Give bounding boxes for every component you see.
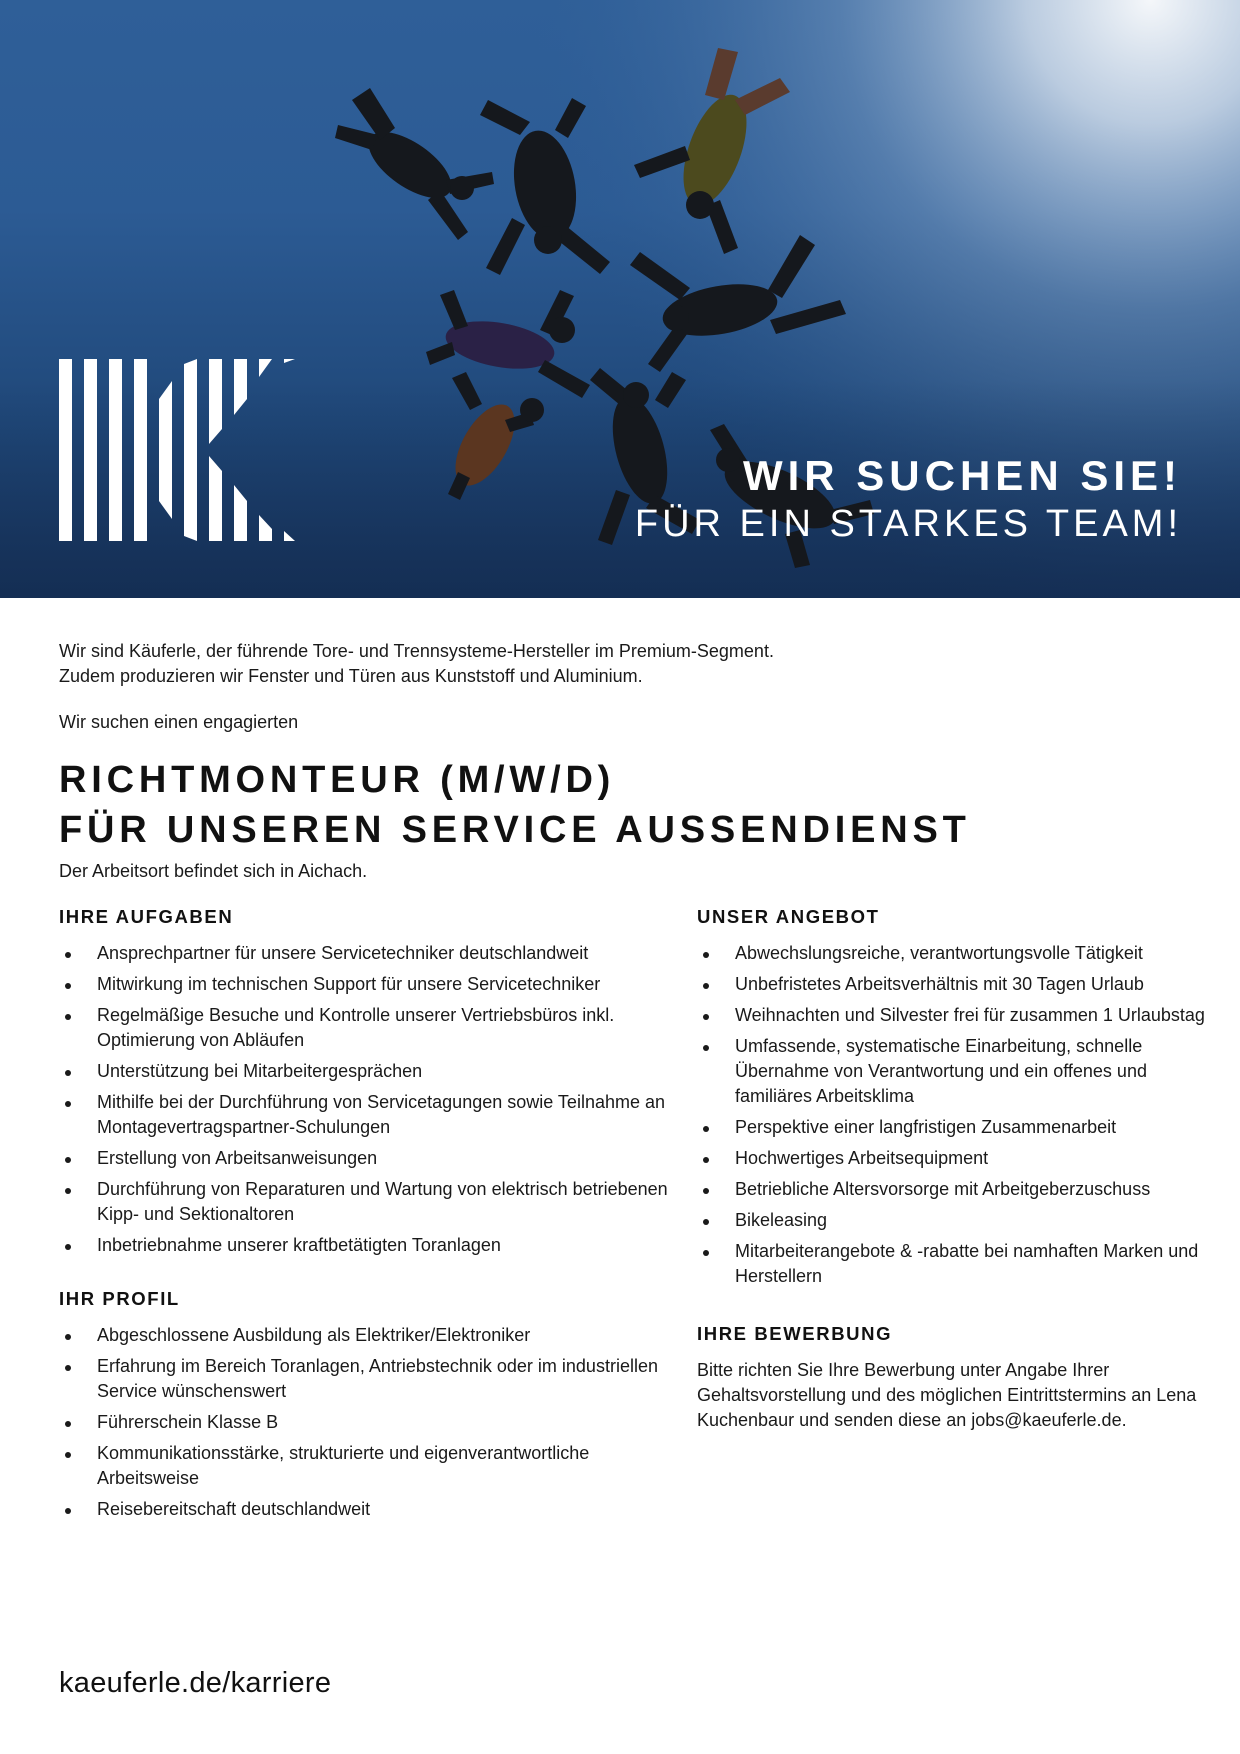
bullet-icon <box>703 1188 709 1194</box>
list-item-text: Umfassende, systematische Einarbeitung, schnelle Übernahme von Verantwortung und ein offenes und familiäres Arbeitsklima <box>735 1036 1147 1106</box>
list-item <box>59 941 679 966</box>
bullet-icon <box>65 1452 71 1458</box>
list-item-text: Führerschein Klasse B <box>97 1412 279 1432</box>
job-title-line-2: FÜR UNSEREN SERVICE AUSSENDIENST <box>59 809 971 851</box>
section-heading-bewerbung: IHRE BEWERBUNG <box>697 1323 893 1344</box>
list-item <box>697 1177 1217 1202</box>
list-item <box>697 1208 1217 1233</box>
job-title-line-1: RICHTMONTEUR (M/W/D) <box>59 759 616 801</box>
bullet-icon <box>703 1045 709 1051</box>
list-item-text: Kommunikationsstärke, strukturierte und eigenverantwortliche Arbeitsweise <box>97 1443 590 1488</box>
career-link[interactable]: kaeuferle.de/karriere <box>59 1667 332 1699</box>
bullet-icon <box>703 1126 709 1132</box>
list-item-text: Bikeleasing <box>735 1210 828 1230</box>
bullet-icon <box>65 1244 71 1250</box>
bullet-icon <box>65 1365 71 1371</box>
list-item-text: Hochwertiges Arbeitsequipment <box>735 1148 989 1168</box>
company-intro <box>59 639 1181 689</box>
list-item <box>59 1354 679 1404</box>
list-item <box>697 1034 1217 1109</box>
list-item <box>697 1003 1217 1028</box>
list-item-text: Betriebliche Altersvorsorge mit Arbeitgeberzuschuss <box>735 1179 1151 1199</box>
section-heading-angebot: UNSER ANGEBOT <box>697 906 880 927</box>
bullet-icon <box>703 1250 709 1256</box>
list-item <box>59 1059 679 1084</box>
list-item-text: Abgeschlossene Ausbildung als Elektriker/Elektroniker <box>97 1325 531 1345</box>
bullet-icon <box>703 983 709 989</box>
profil-list <box>59 1323 679 1522</box>
section-heading-profil: IHR PROFIL <box>59 1288 180 1309</box>
list-item-text: Reisebereitschaft deutschlandweit <box>97 1499 371 1519</box>
lead-text: Wir suchen einen engagierten <box>59 712 299 732</box>
job-content <box>59 639 1205 1519</box>
list-item <box>59 1497 679 1522</box>
list-item-text: Unbefristetes Arbeitsverhältnis mit 30 Tagen Urlaub <box>735 974 1144 994</box>
bullet-icon <box>65 1188 71 1194</box>
bullet-icon <box>65 983 71 989</box>
bullet-icon <box>703 1219 709 1225</box>
list-item-text: Erfahrung im Bereich Toranlagen, Antriebstechnik oder im industriellen Service wünschenswert <box>97 1356 658 1401</box>
list-item <box>697 1146 1217 1171</box>
hero-subheadline: FÜR EIN STARKES TEAM! <box>634 503 1182 545</box>
left-column <box>59 904 679 1528</box>
list-item-text: Durchführung von Reparaturen und Wartung von elektrisch betriebenen Kipp- und Sektionaltoren <box>97 1179 668 1224</box>
list-item <box>59 972 679 997</box>
list-item-text: Regelmäßige Besuche und Kontrolle unserer Vertriebsbüros inkl. Optimierung von Abläufen <box>97 1005 615 1050</box>
list-item <box>59 1410 679 1435</box>
bullet-icon <box>703 952 709 958</box>
bullet-icon <box>65 1157 71 1163</box>
hero-banner <box>0 0 1240 598</box>
list-item <box>697 1239 1217 1289</box>
list-item <box>59 1003 679 1053</box>
bullet-icon <box>65 1508 71 1514</box>
bewerbung-text: Bitte richten Sie Ihre Bewerbung unter Angabe Ihrer Gehaltsvorstellung und des möglichen Eintrittstermins an Lena Kuchenbaur und senden diese an jobs@kaeuferle.de. <box>697 1360 1197 1430</box>
list-item-text: Unterstützung bei Mitarbeitergesprächen <box>97 1061 423 1081</box>
list-item-text: Mitwirkung im technischen Support für unsere Servicetechniker <box>97 974 601 994</box>
list-item <box>59 1177 679 1227</box>
angebot-list <box>697 941 1217 1289</box>
list-item <box>697 972 1217 997</box>
list-item <box>59 1146 679 1171</box>
list-item-text: Mitarbeiterangebote & -rabatte bei namhaften Marken und Herstellern <box>735 1241 1199 1286</box>
list-item-text: Weihnachten und Silvester frei für zusammen 1 Urlaubstag <box>735 1005 1205 1025</box>
list-item-text: Ansprechpartner für unsere Servicetechniker deutschlandweit <box>97 943 589 963</box>
list-item <box>59 1233 679 1258</box>
job-title <box>59 755 1181 855</box>
kaeuferle-logo <box>59 359 295 541</box>
list-item-text: Abwechslungsreiche, verantwortungsvolle Tätigkeit <box>735 943 1143 963</box>
list-item-text: Perspektive einer langfristigen Zusammenarbeit <box>735 1117 1117 1137</box>
list-item <box>59 1090 679 1140</box>
list-item <box>59 1441 679 1491</box>
list-item-text: Inbetriebnahme unserer kraftbetätigten Toranlagen <box>97 1235 501 1255</box>
list-item <box>59 1323 679 1348</box>
bullet-icon <box>65 1101 71 1107</box>
hero-headline: WIR SUCHEN SIE! <box>742 452 1182 499</box>
list-item-text: Mithilfe bei der Durchführung von Servicetagungen sowie Teilnahme an Montagevertragspartner-Schulungen <box>97 1092 666 1137</box>
bullet-icon <box>703 1014 709 1020</box>
intro-line-1: Wir sind Käuferle, der führende Tore- und Trennsysteme-Hersteller im Premium-Segment. <box>59 641 774 661</box>
bullet-icon <box>65 1014 71 1020</box>
bullet-icon <box>65 1070 71 1076</box>
section-heading-aufgaben: IHRE AUFGABEN <box>59 906 234 927</box>
list-item <box>697 1115 1217 1140</box>
aufgaben-list <box>59 941 679 1258</box>
intro-line-2: Zudem produzieren wir Fenster und Türen aus Kunststoff und Aluminium. <box>59 666 643 686</box>
bullet-icon <box>65 1334 71 1340</box>
list-item-text: Erstellung von Arbeitsanweisungen <box>97 1148 378 1168</box>
bullet-icon <box>65 952 71 958</box>
work-location: Der Arbeitsort befindet sich in Aichach. <box>59 861 368 881</box>
bullet-icon <box>703 1157 709 1163</box>
bullet-icon <box>65 1421 71 1427</box>
list-item <box>697 941 1217 966</box>
right-column <box>697 904 1217 1433</box>
